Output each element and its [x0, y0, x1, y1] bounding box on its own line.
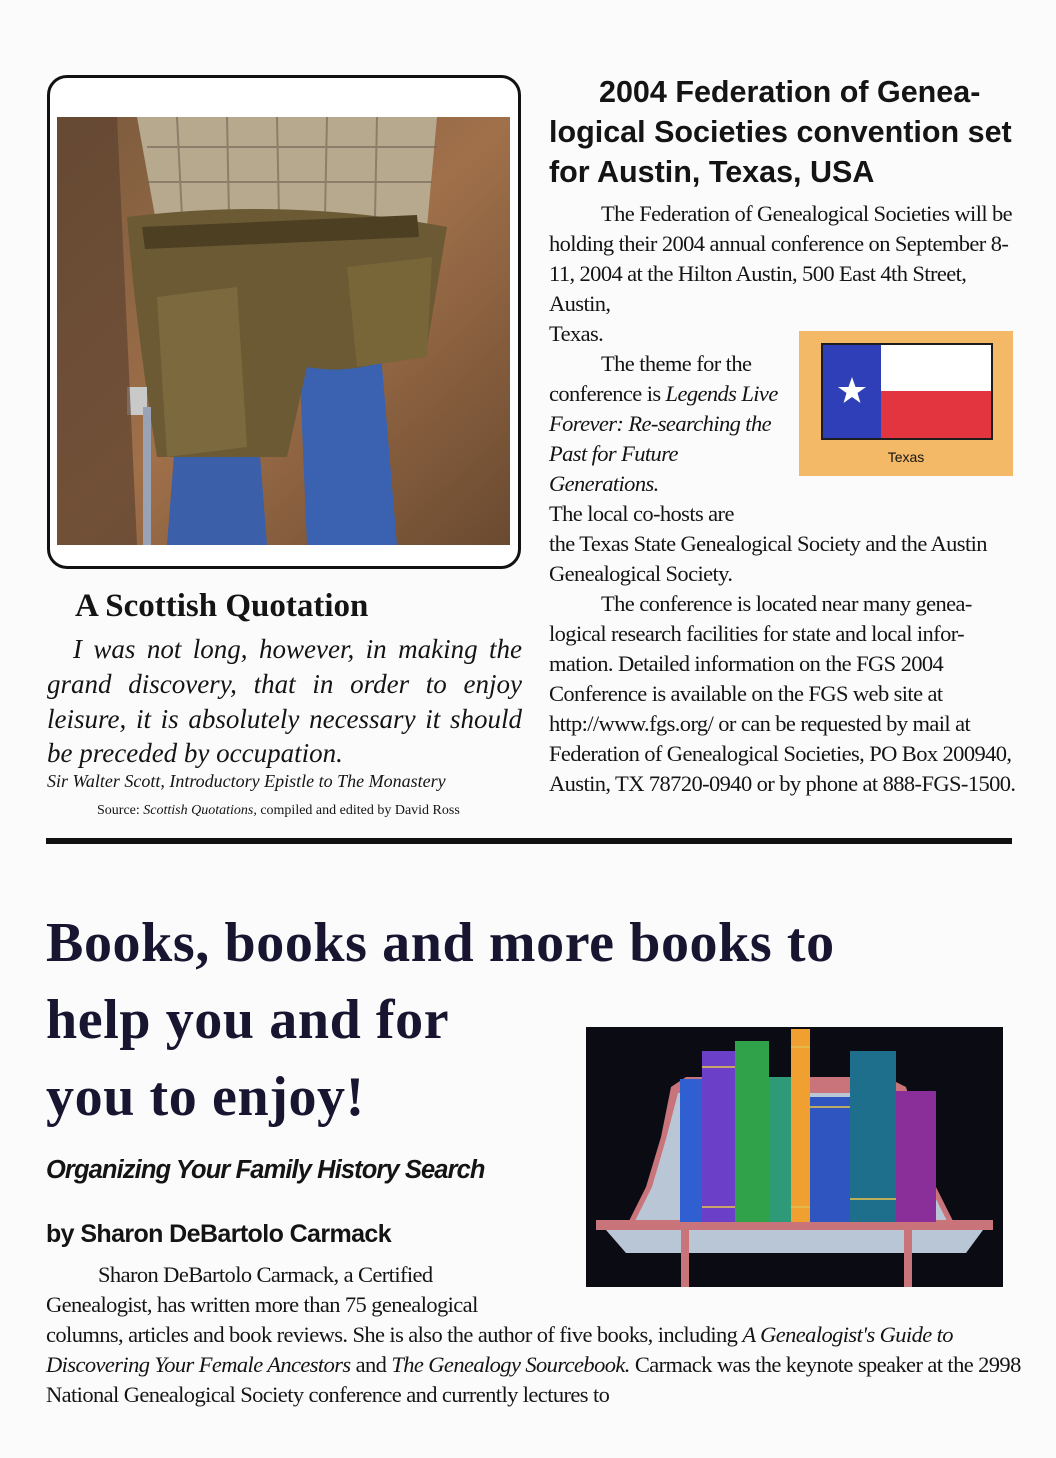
- convention-headline-line1: 2004 Federation of Genea-: [599, 75, 981, 109]
- para3-rest: logical research facilities for state and local infor-mation. Detailed information on the FGS 2004 Conference is available on the FGS web site at http://www.fgs.org/ or can be requested by mail at Federation of Genealogical Societies, PO Box 200940, Austin, TX 78720-0940 or by phone at 888-FGS-1500.: [549, 621, 1016, 796]
- book-paragraph-continued: [46, 1320, 1036, 1410]
- book-author: by Sharon DeBartolo Carmack: [46, 1220, 392, 1248]
- tool-belt-photo: [57, 117, 510, 545]
- book-reference-2: The Genealogy Sourcebook.: [391, 1352, 630, 1377]
- book-para-b1: columns, articles and book reviews. She is also the author of five books, including: [46, 1322, 738, 1347]
- flag-caption: Texas: [887, 449, 925, 465]
- book-paragraph-start: [46, 1260, 536, 1320]
- book-para-b2: and: [355, 1352, 387, 1377]
- para1-end: Texas.: [549, 321, 604, 346]
- books-headline-line2: help you and for: [46, 989, 450, 1051]
- source-rest: compiled and edited by David Ross: [260, 803, 460, 818]
- book-title: Organizing Your Family History Search: [46, 1156, 485, 1184]
- books-headline-line1: Books, books and more books to: [46, 912, 835, 974]
- para2-mid: conference is: [549, 381, 661, 406]
- convention-headline-rest: logical Societies convention set for Austin, Texas, USA: [549, 115, 1012, 189]
- convention-paragraph-3: [549, 589, 1027, 799]
- convention-paragraph-1: [549, 199, 1019, 349]
- source-book: Scottish Quotations,: [143, 803, 257, 818]
- para1-lead: The Federation of Genealogical Societies: [601, 201, 950, 226]
- quote-attribution: Sir Walter Scott, Introductory Epistle to The Monastery: [47, 771, 446, 791]
- quote-title: A Scottish Quotation: [75, 588, 369, 624]
- para2-end: The local co-hosts are: [549, 501, 734, 526]
- book-para-line2: Genealogist, has written more than 75 genealogical: [46, 1292, 478, 1317]
- para1-rest: will be holding their 2004 annual conference on September 8-11, 2004 at the Hilton Austin, 500 East 4th Street, Austin,: [549, 201, 1013, 316]
- convention-headline: [549, 72, 1039, 192]
- quote-text: I was not long, however, in making the grand discovery, that in order to enjoy leisure, it is absolutely necessary it should be preceded by occupation.: [47, 634, 522, 769]
- book-para-b3: Carmack was the keynote speaker at the 2998 National Genealogical Society conference and currently lectures to: [46, 1352, 1021, 1407]
- para3-lead: The conference is located near many genea-: [601, 591, 972, 616]
- book-para-lead: Sharon DeBartolo Carmack, a Certified: [98, 1262, 433, 1287]
- book-reference-1: A Genealogist's Guide to Discovering Your Female Ancestors: [46, 1322, 953, 1377]
- para2-lead: The theme for the: [601, 351, 752, 376]
- books-headline-line3: you to enjoy!: [46, 1066, 365, 1128]
- conference-theme: Legends Live Forever: Re-searching the Past for Future Generations.: [549, 381, 778, 496]
- bookshelf-illustration: [586, 1027, 1003, 1287]
- convention-paragraph-2-continued: the Texas State Genealogical Society and the Austin Genealogical Society.: [549, 531, 987, 586]
- section-divider: [46, 838, 1012, 844]
- quote-source: [97, 803, 460, 819]
- convention-paragraph-2: [549, 349, 789, 529]
- source-label: Source:: [97, 803, 140, 818]
